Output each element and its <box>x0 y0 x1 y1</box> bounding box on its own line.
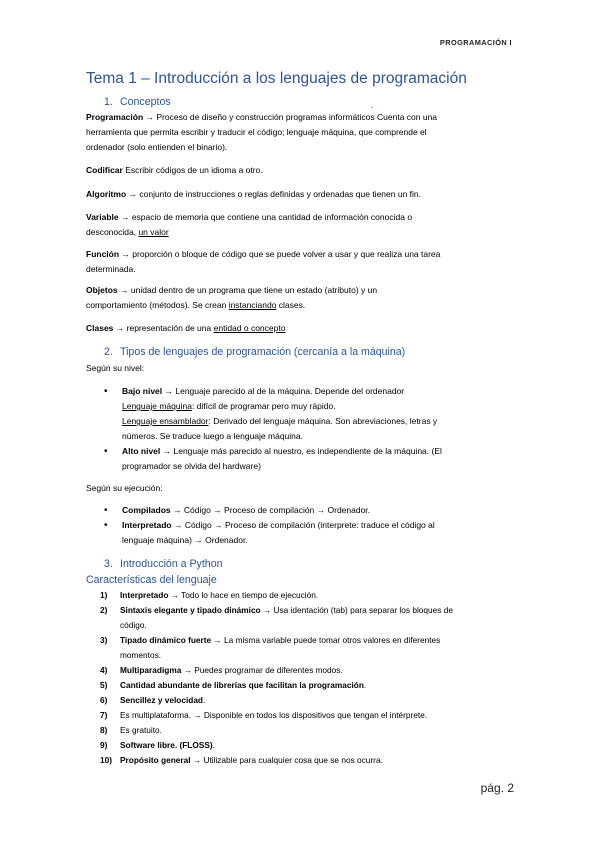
section-1-heading: 1. Conceptos <box>104 96 171 108</box>
def-programacion: Programación → Proceso de diseño y construcción programas informáticos Cuenta con una herramienta que permita escribir y traducir el código; lenguaje máquina, que comprende el ordenador (solo entienden el binario). <box>86 112 438 152</box>
page-number: pág. 2 <box>480 781 514 795</box>
list-item: 6) Sencillez y velocidad. <box>100 695 206 705</box>
def-clases: Clases → representación de una entidad o concepto <box>86 323 286 333</box>
ejecucion-list <box>104 503 518 548</box>
list-item: 2) Sintaxis elegante y tipado dinámico → Usa identación (tab) para separar los bloques de código. <box>100 605 453 630</box>
list-item: 10) Propósito general → Utilizable para cualquier cosa que se nos ocurra. <box>100 755 383 765</box>
list-item: • Alto nivel → Lenguaje más parecido al nuestro, es independiente de la máquina. (El programador se olvida del hardware) <box>104 444 518 474</box>
page-header: PROGRAMACIÓN I <box>439 38 512 47</box>
page-title: Tema 1 – Introducción a los lenguajes de programación <box>86 70 467 87</box>
nivel-list <box>104 384 518 474</box>
list-item: 7) Es multiplataforma. → Disponible en todos los dispositivos que tengan el intérprete. <box>100 710 428 720</box>
def-algoritmo: Algoritmo → conjunto de instrucciones o reglas definidas y ordenadas que tienen un fin. <box>86 189 421 199</box>
caracteristicas-list <box>86 588 518 768</box>
def-objetos: Objetos → unidad dentro de un programa que tiene un estado (atributo) y un comportamiento (métodos). Se crean instanciando clases. <box>86 285 378 310</box>
def-codificar: Codificar Escribir códigos de un idioma a otro. <box>86 165 263 175</box>
section-3-heading: 3. Introducción a Python <box>104 558 223 570</box>
caracteristicas-heading: Características del lenguaje <box>86 574 217 586</box>
section-2-heading: 2. Tipos de lenguajes de programación (cercanía a la máquina) <box>104 346 406 358</box>
list-item: • Compilados → Código → Proceso de compilación → Ordenador. <box>104 503 518 518</box>
list-item: 5) Cantidad abundante de librerías que facilitan la programación. <box>100 680 367 690</box>
stray-dot: . <box>371 100 374 110</box>
list-item: 1) Interpretado → Todo lo hace en tiempo de ejecución. <box>100 590 319 600</box>
segun-nivel-label: Según su nivel: <box>86 363 145 373</box>
list-item: • Bajo nivel → Lenguaje parecido al de la máquina. Depende del ordenador Lenguaje máquina: difícil de programar pero muy rápido. Lenguaje ensamblador: Derivado del lenguaje máquina. Son abreviaciones, letras y números. Se traduce luego a lenguaje máquina. <box>104 384 518 444</box>
def-funcion: Función → proporción o bloque de código que se puede volver a usar y que realiza una tarea determinada. <box>86 249 441 274</box>
def-variable: Variable → espacio de memoria que contiene una cantidad de información conocida o desconocida, un valor <box>86 212 413 237</box>
list-item: 8) Es gratuito. <box>100 725 162 735</box>
list-item: 3) Tipado dinámico fuerte → La misma variable puede tomar otros valores en diferentes momentos. <box>100 635 441 660</box>
list-item: 9) Software libre. (FLOSS). <box>100 740 215 750</box>
segun-ejecucion-label: Según su ejecución: <box>86 483 163 493</box>
list-item: • Interpretado → Código → Proceso de compilación (interprete: traduce el código al lenguaje máquina) → Ordenador. <box>104 518 518 548</box>
list-item: 4) Multiparadigma → Puedes programar de diferentes modos. <box>100 665 343 675</box>
